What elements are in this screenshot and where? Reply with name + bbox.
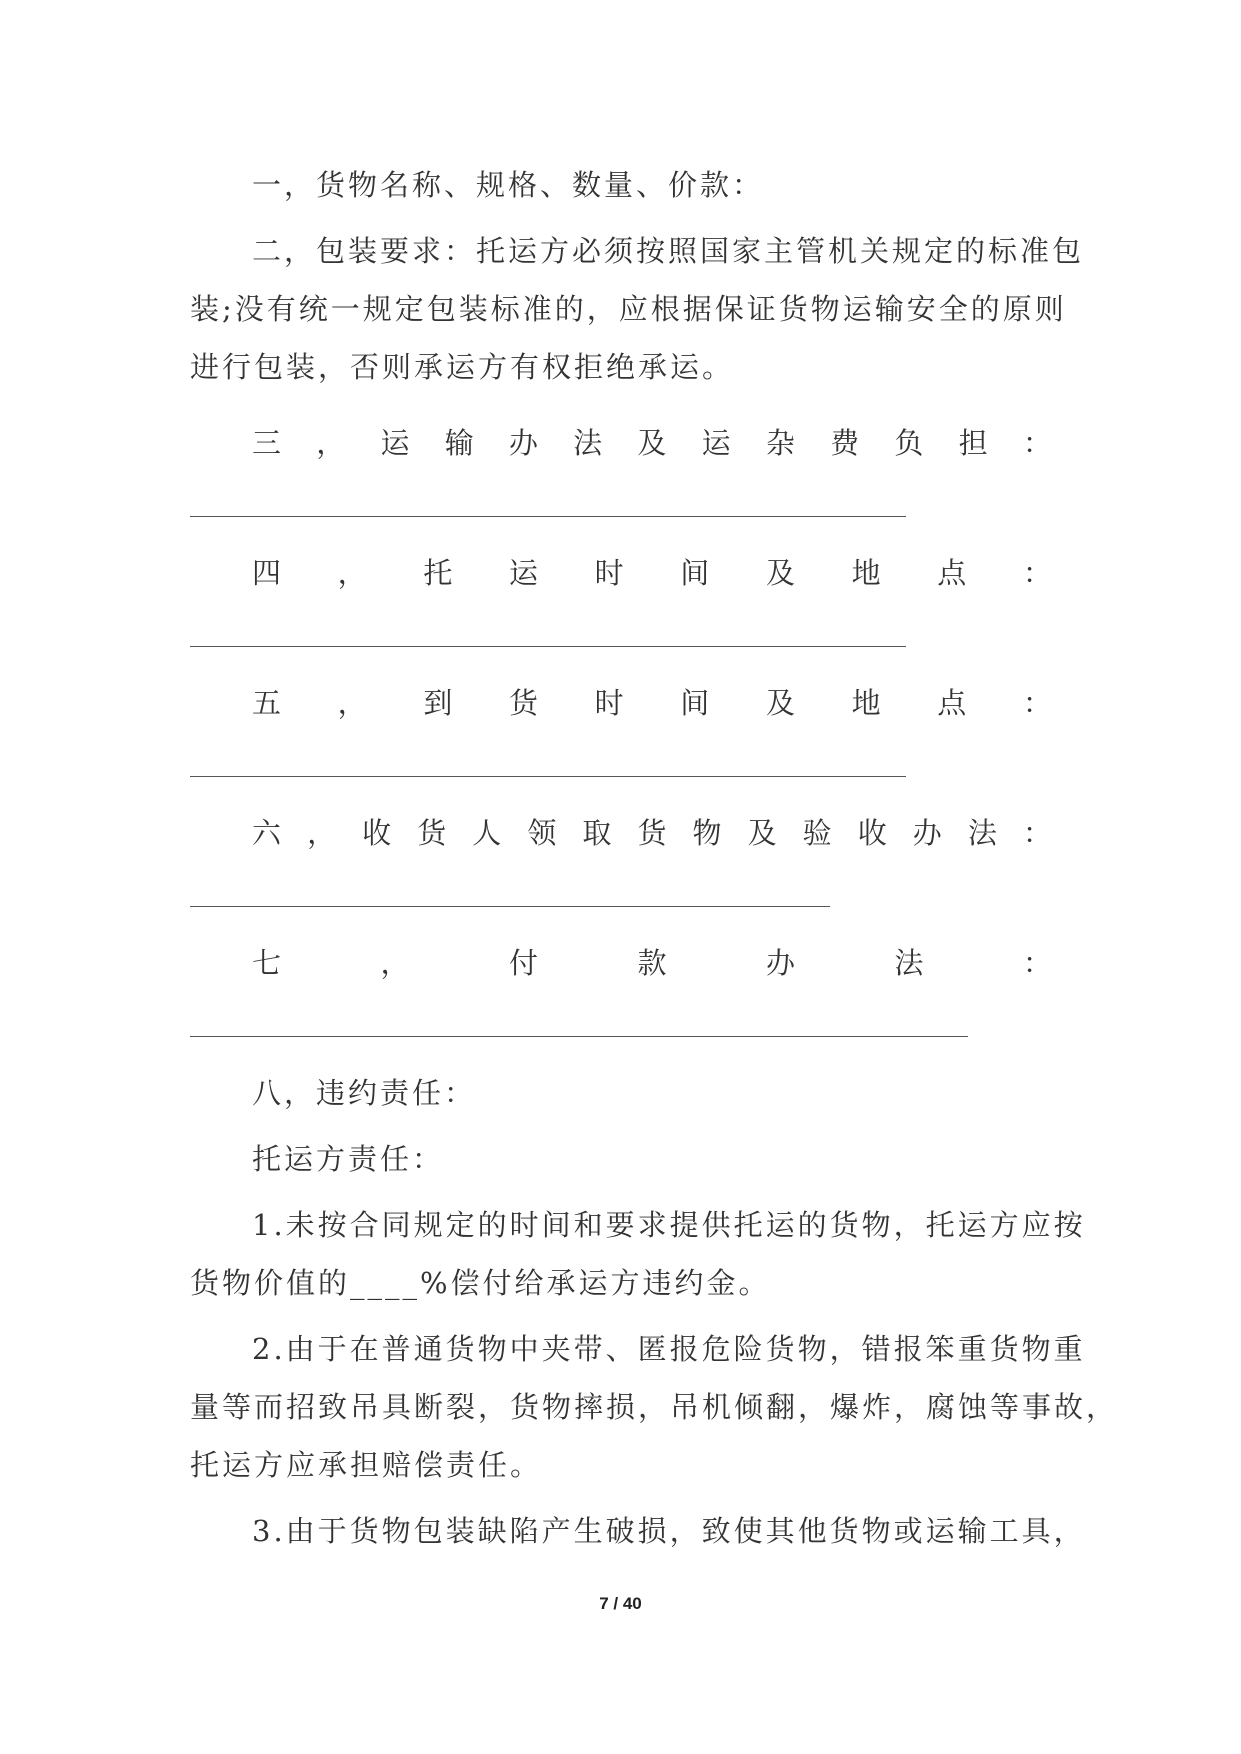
item-1-line-2: 货物价值的____%偿付给承运方违约金。: [190, 1266, 771, 1300]
section-1-heading: 一，货物名称、规格、数量、价款：: [252, 168, 765, 202]
item-2-line-1: 2.由于在普通货物中夹带、匿报危险货物，错报笨重货物重: [252, 1332, 1086, 1366]
section-3-blank-line: [190, 516, 906, 517]
section-2-line-2: 装;没有统一规定包装标准的，应根据保证货物运输安全的原则: [190, 292, 1067, 326]
page-number: 7 / 40: [599, 1594, 642, 1613]
section-8-heading: 八，违约责任：: [252, 1076, 477, 1110]
section-4-heading: 四 ， 托 运 时 间 及 地 点 ：: [252, 556, 1052, 590]
item-1-line-1: 1.未按合同规定的时间和要求提供托运的货物，托运方应按: [252, 1208, 1086, 1242]
section-5-blank-line: [190, 776, 906, 777]
item-2-line-2: 量等而招致吊具断裂，货物摔损，吊机倾翻，爆炸，腐蚀等事故，: [190, 1390, 1119, 1424]
item-2-line-3: 托运方应承担赔偿责任。: [190, 1448, 543, 1482]
section-7-blank-line: [190, 1036, 968, 1037]
section-4-blank-line: [190, 646, 906, 647]
shipper-responsibility-title: 托运方责任：: [252, 1142, 445, 1176]
section-2-line-3: 进行包装，否则承运方有权拒绝承运。: [190, 350, 735, 384]
item-3-line-1: 3.由于货物包装缺陷产生破损，致使其他货物或运输工具，: [252, 1514, 1086, 1548]
section-2-line-1: 二，包装要求：托运方必须按照国家主管机关规定的标准包: [252, 234, 1085, 268]
section-6-blank-line: [190, 906, 830, 907]
section-6-heading: 六 ， 收 货 人 领 取 货 物 及 验 收 办 法 ：: [252, 816, 1052, 850]
section-5-heading: 五 ， 到 货 时 间 及 地 点 ：: [252, 686, 1052, 720]
section-7-heading: 七 ， 付 款 办 法 ：: [252, 946, 1052, 980]
section-3-heading: 三 ， 运 输 办 法 及 运 杂 费 负 担 ：: [252, 426, 1052, 460]
